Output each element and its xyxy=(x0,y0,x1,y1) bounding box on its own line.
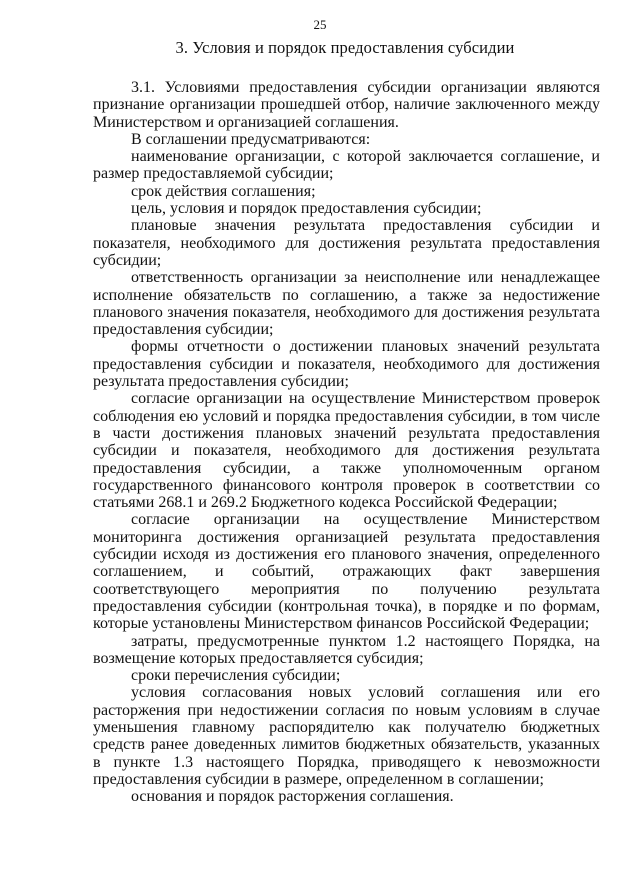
list-item-consent-monitoring: согласие организации на осуществление Министерством мониторинга достижения организацией результата предоставления субсидии исходя из достижения его планового значения, определенного соглашением, и событий, отражающих факт завершения соответствующего мероприятия по получению результата предоставления субсидии (контрольная точка), в порядке и по формам, которые установлены Министерством финансов Российской Федерации; xyxy=(93,511,600,633)
list-item-purpose-conditions: цель, условия и порядок предоставления субсидии; xyxy=(131,200,482,218)
paragraph-agreement-intro: В соглашении предусматриваются: xyxy=(131,130,371,148)
list-item-termination: основания и порядок расторжения соглашения. xyxy=(131,788,454,806)
list-item-agreement-term: срок действия соглашения; xyxy=(131,182,316,200)
list-item-organization-name: наименование организации, с которой заключается соглашение, и размер предоставляемой субсидии; xyxy=(93,148,600,183)
list-item-reporting-forms: формы отчетности о достижении плановых значений результата предоставления субсидии и показателя, необходимого для достижения результата предоставления субсидии; xyxy=(93,338,600,391)
section-title: 3. Условия и порядок предоставления субсидии xyxy=(175,38,515,57)
list-item-consent-inspections: согласие организации на осуществление Министерством проверок соблюдения ею условий и порядка предоставления субсидии, в том числе в части достижения плановых значений результата предоставления субсидии и показателя, необходимого для достижения результата предоставления субсидии, а также уполномоченным органом государственного финансового контроля проверок в соответствии со статьями 268.1 и 269.2 Бюджетного кодекса Российской Федерации; xyxy=(93,390,600,512)
list-item-transfer-dates: сроки перечисления субсидии; xyxy=(131,667,341,685)
list-item-responsibility: ответственность организации за неисполнение или ненадлежащее исполнение обязательств по соглашению, а также за недостижение планового значения показателя, необходимого для достижения результата предоставления субсидии; xyxy=(93,269,600,339)
page-number: 25 xyxy=(313,17,327,32)
body-text xyxy=(93,79,600,805)
paragraph-3-1: 3.1. Условиями предоставления субсидии организации являются признание организации прошедшей отбор, наличие заключенного между Министерством и организацией соглашения. xyxy=(93,79,600,131)
list-item-new-conditions: условия согласования новых условий соглашения или его расторжения при недостижении согласия по новым условиям в случае уменьшения главному распорядителю как получателю бюджетных средств ранее доведенных лимитов бюджетных обязательств, указанных в пункте 1.3 настоящего Порядка, приводящего к невозможности предоставления субсидии в размере, определенном в соглашении; xyxy=(93,684,600,788)
list-item-costs: затраты, предусмотренные пунктом 1.2 настоящего Порядка, на возмещение которых предоставляется субсидия; xyxy=(93,632,600,667)
list-item-planned-values: плановые значения результата предоставления субсидии и показателя, необходимого для достижения результата предоставления субсидии; xyxy=(93,217,600,269)
